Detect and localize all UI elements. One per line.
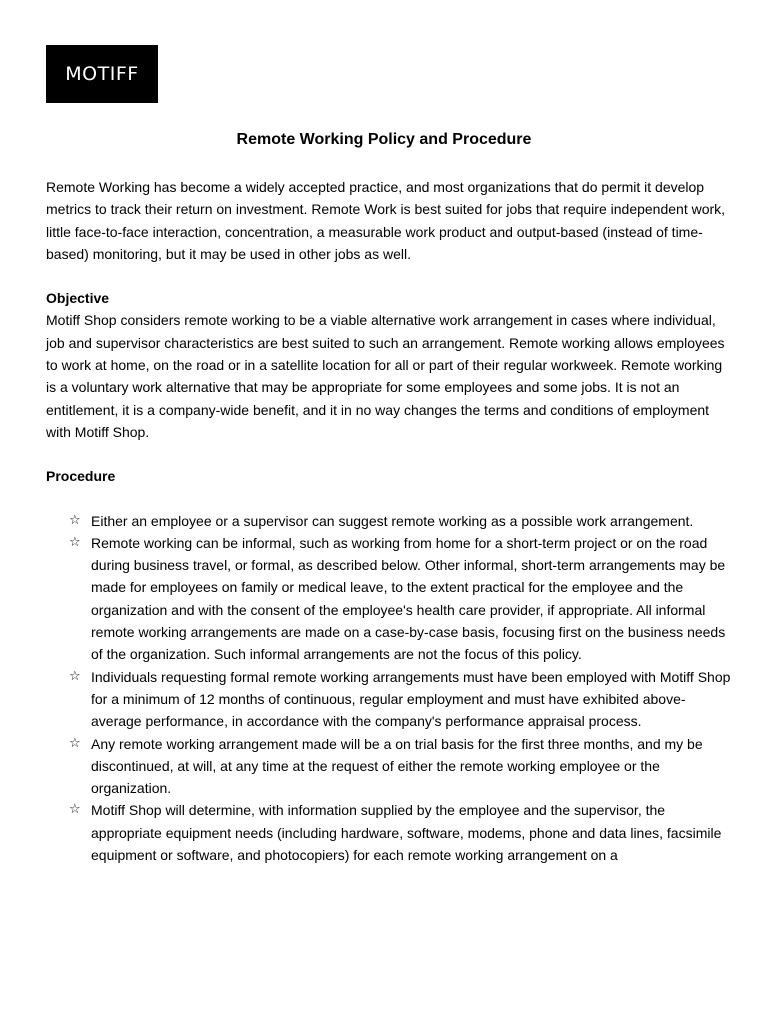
procedure-list	[46, 510, 736, 867]
star-bullet-icon: ☆	[69, 668, 81, 684]
logo-text: MOTIFF	[65, 63, 139, 85]
list-item	[46, 532, 736, 666]
list-item-text: Any remote working arrangement made will be a on trial basis for the first three months, and my be discontinued, at will, at any time at the request of either the remote working employee or the organization.	[91, 735, 703, 797]
list-item-text: Either an employee or a supervisor can suggest remote working as a possible work arrangement.	[91, 512, 694, 529]
star-bullet-icon: ☆	[69, 735, 81, 751]
intro-paragraph: Remote Working has become a widely accepted practice, and most organizations that do permit it develop metrics to track their return on investment. Remote Work is best suited for jobs that require independent work, little face-to-face interaction, concentration, a measurable work product and output-based (instead of time-based) monitoring, but it may be used in other jobs as well.	[46, 179, 726, 262]
star-bullet-icon: ☆	[69, 802, 81, 818]
list-item	[46, 666, 736, 733]
star-bullet-icon: ☆	[69, 512, 81, 528]
list-item-text: Remote working can be informal, such as working from home for a short-term project or on the road during business travel, or formal, as described below. Other informal, short-term arrangements may be made for employees on family or medical leave, to the extent practical for the employee and the organization and with the consent of the employee's health care provider, if appropriate. All informal remote working arrangements are made on a case-by-case basis, focusing first on the business needs of the organization. Such informal arrangements are not the focus of this policy.	[91, 534, 726, 663]
list-item	[46, 733, 736, 800]
objective-paragraph: Motiff Shop considers remote working to be a viable alternative work arrangement in cases where individual, job and supervisor characteristics are best suited to such an arrangement. Remote working allows employees to work at home, on the road or in a satellite location for all or part of their regular workweek. Remote working is a voluntary work alternative that may be appropriate for some employees and some jobs. It is not an entitlement, it is a company-wide benefit, and it in no way changes the terms and conditions of employment with Motiff Shop.	[46, 312, 725, 440]
document-body	[46, 176, 736, 866]
list-item-text: Individuals requesting formal remote working arrangements must have been employed with Motiff Shop for a minimum of 12 months of continuous, regular employment and must have exhibited above-average performance, in accordance with the company's performance appraisal process.	[91, 668, 731, 730]
list-item	[46, 510, 736, 532]
star-bullet-icon: ☆	[69, 534, 81, 550]
procedure-heading: Procedure	[46, 468, 116, 485]
objective-heading: Objective	[46, 290, 110, 307]
list-item-text: Motiff Shop will determine, with information supplied by the employee and the supervisor, the appropriate equipment needs (including hardware, software, modems, phone and data lines, facsimile equipment or software, and photocopiers) for each remote working arrangement on a	[91, 802, 722, 864]
company-logo	[46, 45, 158, 103]
list-item	[46, 799, 736, 866]
document-title: Remote Working Policy and Procedure	[236, 131, 532, 148]
